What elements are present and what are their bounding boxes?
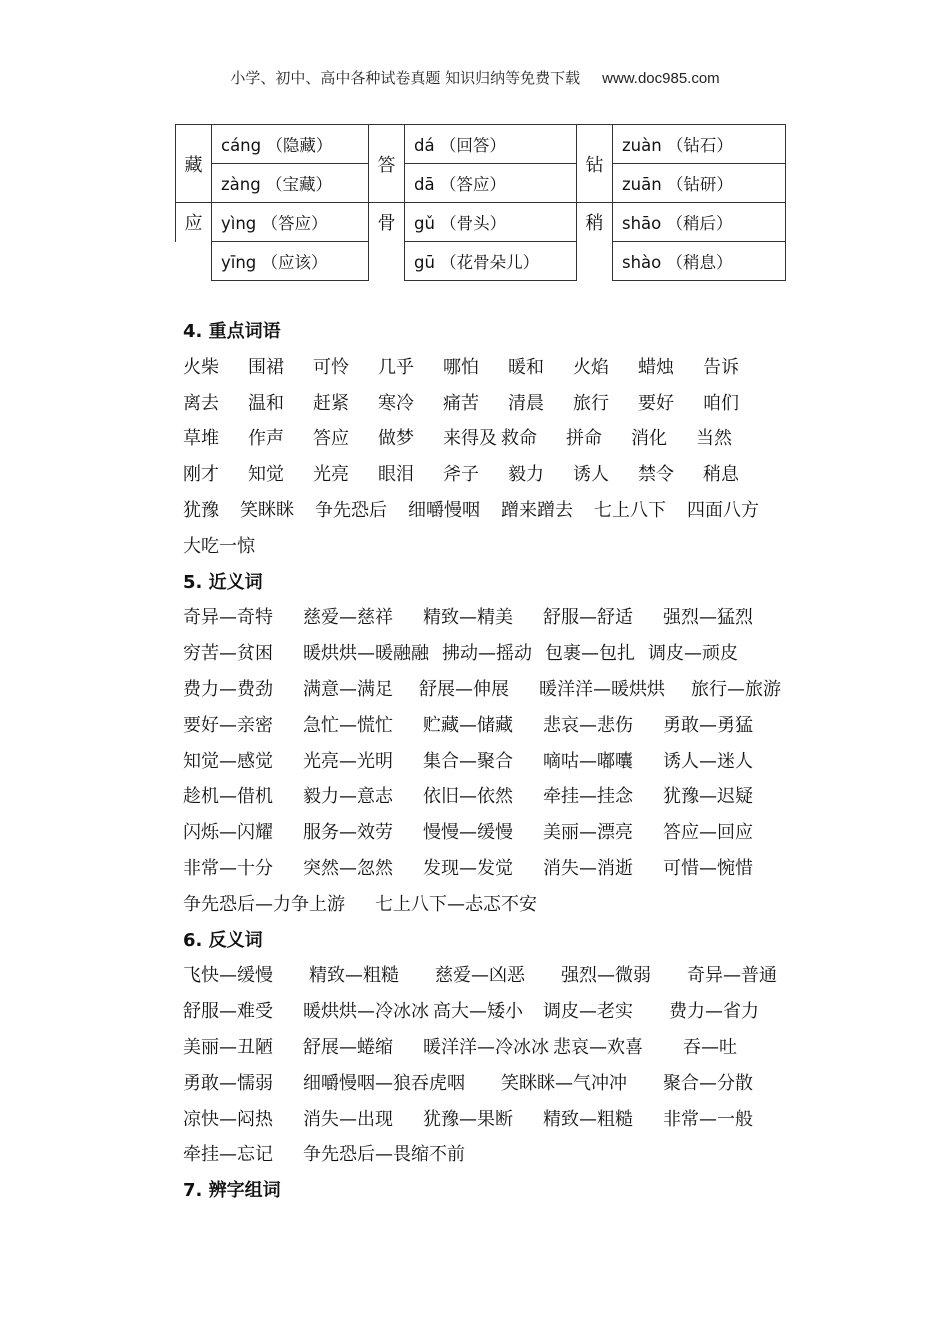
poly-reading: gū （花骨朵儿） xyxy=(405,242,577,281)
poly-char: 答 xyxy=(369,125,405,203)
word-item: 犹豫 xyxy=(183,499,219,521)
word-item: 悲哀—悲伤 xyxy=(543,714,633,736)
word-row xyxy=(183,887,823,923)
word-item: 消化 xyxy=(631,428,667,450)
word-item: 奇异—普通 xyxy=(687,965,777,987)
word-item: 犹豫—迟疑 xyxy=(663,786,753,808)
word-row xyxy=(183,529,823,565)
header-text: 小学、初中、高中各种试卷真题 知识归纳等免费下载 xyxy=(230,69,581,87)
word-item: 旅行 xyxy=(573,392,609,414)
word-item: 清晨 xyxy=(508,392,544,414)
word-item: 救命 xyxy=(501,428,537,450)
word-item: 舒服—舒适 xyxy=(543,607,633,629)
word-item: 禁令 xyxy=(638,464,674,486)
word-item: 突然—忽然 xyxy=(303,857,393,879)
word-item: 牵挂—忘记 xyxy=(183,1144,273,1166)
word-row xyxy=(183,672,823,708)
word-item: 赶紧 xyxy=(313,392,349,414)
poly-reading: zuàn （钻石） xyxy=(613,125,786,164)
word-row xyxy=(183,744,823,780)
word-item: 做梦 xyxy=(378,428,414,450)
word-item: 痛苦 xyxy=(443,392,479,414)
word-item: 哪怕 xyxy=(443,356,479,378)
word-item: 争先恐后—畏缩不前 xyxy=(303,1144,465,1166)
word-item: 奇异—奇特 xyxy=(183,607,273,629)
word-item: 费力—省力 xyxy=(669,1001,759,1023)
word-row xyxy=(183,1102,823,1138)
word-item: 争先恐后—力争上游 xyxy=(183,893,345,915)
word-item: 急忙—慌忙 xyxy=(303,714,393,736)
word-item: 依旧—依然 xyxy=(423,786,513,808)
word-item: 慢慢—缓慢 xyxy=(423,822,513,844)
word-item: 来得及 xyxy=(443,428,497,450)
word-item: 细嚼慢咽 xyxy=(408,499,480,521)
word-item: 非常—一般 xyxy=(663,1108,753,1130)
word-item: 当然 xyxy=(696,428,732,450)
word-item: 毅力—意志 xyxy=(303,786,393,808)
word-item: 拼命 xyxy=(566,428,602,450)
word-row xyxy=(183,1066,823,1102)
word-item: 诱人—迷人 xyxy=(663,750,753,772)
word-item: 知觉 xyxy=(248,464,284,486)
word-item: 告诉 xyxy=(703,356,739,378)
poly-reading: dá （回答） xyxy=(405,125,577,164)
word-item: 笑眯眯 xyxy=(240,499,294,521)
word-item: 诱人 xyxy=(573,464,609,486)
word-item: 精致—精美 xyxy=(423,607,513,629)
word-item: 可惜—惋惜 xyxy=(663,857,753,879)
word-item: 闪烁—闪耀 xyxy=(183,822,273,844)
word-item: 暖和 xyxy=(508,356,544,378)
word-item: 贮藏—储藏 xyxy=(423,714,513,736)
word-row xyxy=(183,636,823,672)
word-row xyxy=(183,350,823,386)
poly-char: 骨 xyxy=(369,203,405,242)
word-item: 包裹—包扎 xyxy=(545,643,635,665)
section-heading: 7. 辨字组词 xyxy=(183,1180,281,1202)
word-item: 细嚼慢咽—狼吞虎咽 xyxy=(303,1072,465,1094)
word-item: 大吃一惊 xyxy=(183,535,255,557)
word-item: 蹭来蹭去 xyxy=(501,499,573,521)
word-item: 毅力 xyxy=(508,464,544,486)
word-item: 七上八下—忐忑不安 xyxy=(375,893,537,915)
word-item: 消失—消逝 xyxy=(543,857,633,879)
word-row xyxy=(183,493,823,529)
word-item: 离去 xyxy=(183,392,219,414)
word-item: 答应 xyxy=(313,428,349,450)
word-item: 慈爱—凶恶 xyxy=(435,965,525,987)
word-item: 满意—满足 xyxy=(303,678,393,700)
poly-reading: dā （答应） xyxy=(405,164,577,203)
word-row xyxy=(183,386,823,422)
word-item: 凉快—闷热 xyxy=(183,1108,273,1130)
word-item: 暖洋洋—冷冰冰 xyxy=(423,1036,549,1058)
polyphone-table xyxy=(175,124,786,281)
word-item: 火焰 xyxy=(573,356,609,378)
word-item: 眼泪 xyxy=(378,464,414,486)
word-item: 强烈—微弱 xyxy=(561,965,651,987)
poly-char: 应 xyxy=(176,203,212,242)
word-item: 温和 xyxy=(248,392,284,414)
word-item: 非常—十分 xyxy=(183,857,273,879)
word-item: 火柴 xyxy=(183,356,219,378)
word-item: 要好—亲密 xyxy=(183,714,273,736)
word-row xyxy=(183,421,823,457)
word-item: 聚合—分散 xyxy=(663,1072,753,1094)
word-item: 斧子 xyxy=(443,464,479,486)
word-item: 四面八方 xyxy=(687,499,759,521)
word-row xyxy=(183,600,823,636)
word-item: 光亮—光明 xyxy=(303,750,393,772)
section-heading: 4. 重点词语 xyxy=(183,321,281,342)
word-row xyxy=(183,958,823,994)
word-item: 要好 xyxy=(638,392,674,414)
word-item: 悲哀—欢喜 xyxy=(553,1036,643,1058)
word-item: 费力—费劲 xyxy=(183,678,273,700)
word-item: 牵挂—挂念 xyxy=(543,786,633,808)
poly-reading: yīng （应该） xyxy=(212,242,369,281)
word-row xyxy=(183,779,823,815)
word-row xyxy=(183,1137,823,1173)
poly-reading: shào （稍息） xyxy=(613,242,786,281)
word-item: 光亮 xyxy=(313,464,349,486)
poly-reading: zuān （钻研） xyxy=(613,164,786,203)
word-item: 精致—粗糙 xyxy=(309,965,399,987)
word-item: 围裙 xyxy=(248,356,284,378)
word-item: 稍息 xyxy=(703,464,739,486)
word-item: 集合—聚合 xyxy=(423,750,513,772)
word-item: 发现—发觉 xyxy=(423,857,513,879)
word-item: 几乎 xyxy=(378,356,414,378)
section-heading: 5. 近义词 xyxy=(183,571,263,593)
word-row xyxy=(183,851,823,887)
word-item: 强烈—猛烈 xyxy=(663,607,753,629)
word-item: 作声 xyxy=(248,428,284,450)
poly-reading: yìng （答应） xyxy=(212,203,369,242)
word-row xyxy=(183,994,823,1030)
word-item: 暖烘烘—冷冰冰 xyxy=(303,1001,429,1023)
word-item: 舒服—难受 xyxy=(183,1001,273,1023)
word-item: 美丽—丑陋 xyxy=(183,1036,273,1058)
word-item: 精致—粗糙 xyxy=(543,1108,633,1130)
word-item: 嘀咕—嘟囔 xyxy=(543,750,633,772)
poly-reading: cáng （隐藏） xyxy=(212,125,369,164)
poly-char: 藏 xyxy=(176,125,212,203)
word-item: 争先恐后 xyxy=(315,499,387,521)
word-item: 消失—出现 xyxy=(303,1108,393,1130)
word-item: 知觉—感觉 xyxy=(183,750,273,772)
word-item: 笑眯眯—气冲冲 xyxy=(501,1072,627,1094)
word-item: 舒展—蜷缩 xyxy=(303,1036,393,1058)
word-row xyxy=(183,815,823,851)
word-item: 蜡烛 xyxy=(638,356,674,378)
section-heading: 6. 反义词 xyxy=(183,929,263,951)
word-lists xyxy=(183,314,823,1209)
poly-reading: shāo （稍后） xyxy=(613,203,786,242)
word-item: 旅行—旅游 xyxy=(691,678,781,700)
word-item: 勇敢—懦弱 xyxy=(183,1072,273,1094)
word-row xyxy=(183,457,823,493)
word-item: 咱们 xyxy=(703,392,739,414)
word-item: 慈爱—慈祥 xyxy=(303,607,393,629)
word-item: 犹豫—果断 xyxy=(423,1108,513,1130)
poly-reading: gǔ （骨头） xyxy=(405,203,577,242)
word-item: 舒展—伸展 xyxy=(419,678,509,700)
word-item: 勇敢—勇猛 xyxy=(663,714,753,736)
word-item: 趁机—借机 xyxy=(183,786,273,808)
word-item: 答应—回应 xyxy=(663,822,753,844)
word-item: 调皮—老实 xyxy=(543,1001,633,1023)
key-words-list xyxy=(183,350,823,565)
header-url: www.doc985.com xyxy=(602,70,720,87)
word-item: 七上八下 xyxy=(594,499,666,521)
word-item: 暖洋洋—暖烘烘 xyxy=(539,678,665,700)
word-item: 拂动—摇动 xyxy=(442,643,532,665)
poly-char: 钻 xyxy=(577,125,613,203)
word-item: 调皮—顽皮 xyxy=(648,643,738,665)
word-item: 可怜 xyxy=(313,356,349,378)
poly-char: 稍 xyxy=(577,203,613,242)
word-item: 刚才 xyxy=(183,464,219,486)
word-item: 美丽—漂亮 xyxy=(543,822,633,844)
word-item: 飞快—缓慢 xyxy=(183,965,273,987)
synonyms-list xyxy=(183,600,823,922)
word-item: 高大—矮小 xyxy=(433,1001,523,1023)
word-row xyxy=(183,708,823,744)
word-item: 穷苦—贫困 xyxy=(183,643,273,665)
poly-reading: zàng （宝藏） xyxy=(212,164,369,203)
antonyms-list xyxy=(183,958,823,1173)
word-item: 草堆 xyxy=(183,428,219,450)
page-header xyxy=(0,67,950,88)
word-item: 寒冷 xyxy=(378,392,414,414)
word-item: 吞—吐 xyxy=(683,1036,737,1058)
word-item: 暖烘烘—暖融融 xyxy=(303,643,429,665)
word-row xyxy=(183,1030,823,1066)
word-item: 服务—效劳 xyxy=(303,822,393,844)
